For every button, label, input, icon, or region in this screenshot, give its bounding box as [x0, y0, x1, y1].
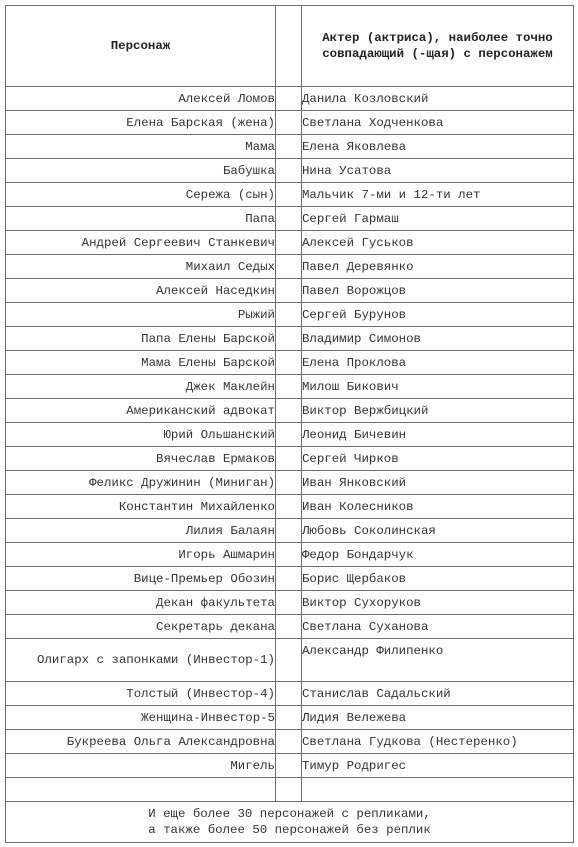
actor-name: Светлана Гудкова (Нестеренко) — [302, 730, 574, 754]
actor-name: Станислав Садальский — [302, 682, 574, 706]
character-name: Лилия Балаян — [6, 519, 276, 543]
table-row — [6, 754, 574, 778]
spacer-cell — [276, 730, 302, 754]
table-row — [6, 471, 574, 495]
character-name: Феликс Дружинин (Миниган) — [6, 471, 276, 495]
spacer-cell — [276, 279, 302, 303]
character-name: Бабушка — [6, 159, 276, 183]
actor-name: Тимур Родригес — [302, 754, 574, 778]
character-name: Михаил Седых — [6, 255, 276, 279]
actor-name: Светлана Ходченкова — [302, 111, 574, 135]
table-row — [6, 567, 574, 591]
character-name: Алексей Ломов — [6, 87, 276, 111]
spacer-cell — [276, 567, 302, 591]
character-name: Букреева Ольга Александровна — [6, 730, 276, 754]
actor-name: Елена Проклова — [302, 351, 574, 375]
character-name: Алексей Наседкин — [6, 279, 276, 303]
actor-name: Алексей Гуськов — [302, 231, 574, 255]
spacer-cell — [276, 591, 302, 615]
actor-name: Сергей Бурунов — [302, 303, 574, 327]
character-name: Американский адвокат — [6, 399, 276, 423]
spacer-cell — [276, 231, 302, 255]
table-row — [6, 255, 574, 279]
table-row — [6, 639, 574, 682]
table-row — [6, 495, 574, 519]
character-name: Андрей Сергеевич Станкевич — [6, 231, 276, 255]
table-row — [6, 207, 574, 231]
spacer-cell — [276, 639, 302, 682]
character-name: Сережа (сын) — [6, 183, 276, 207]
character-name: Декан факультета — [6, 591, 276, 615]
table-row — [6, 447, 574, 471]
actor-name: Светлана Суханова — [302, 615, 574, 639]
spacer-cell — [276, 135, 302, 159]
table-row — [6, 399, 574, 423]
table-row — [6, 87, 574, 111]
character-name: Мигель — [6, 754, 276, 778]
spacer-cell — [276, 471, 302, 495]
spacer-cell — [276, 111, 302, 135]
empty-row — [6, 778, 574, 802]
table-row — [6, 135, 574, 159]
character-name: Вице-Премьер Обозин — [6, 567, 276, 591]
character-name: Джек Маклейн — [6, 375, 276, 399]
actor-name: Сергей Чирков — [302, 447, 574, 471]
table-row — [6, 159, 574, 183]
actor-name: Виктор Сухоруков — [302, 591, 574, 615]
empty-cell — [276, 778, 302, 802]
spacer-cell — [276, 159, 302, 183]
spacer-cell — [276, 255, 302, 279]
table-row — [6, 423, 574, 447]
character-name: Толстый (Инвестор-4) — [6, 682, 276, 706]
footer-note — [6, 802, 574, 843]
spacer-cell — [276, 87, 302, 111]
actor-name: Сергей Гармаш — [302, 207, 574, 231]
actor-name: Виктор Вержбицкий — [302, 399, 574, 423]
header-spacer — [276, 6, 302, 87]
actor-name: Данила Козловский — [302, 87, 574, 111]
character-name: Олигарх с запонками (Инвестор-1) — [6, 639, 276, 682]
spacer-cell — [276, 519, 302, 543]
table-row — [6, 183, 574, 207]
table-row — [6, 351, 574, 375]
actor-name: Елена Яковлева — [302, 135, 574, 159]
spacer-cell — [276, 399, 302, 423]
actor-name: Лидия Вележева — [302, 706, 574, 730]
actor-name: Милош Бикович — [302, 375, 574, 399]
character-name: Мама — [6, 135, 276, 159]
actor-name: Любовь Соколинская — [302, 519, 574, 543]
table-row — [6, 682, 574, 706]
table-row — [6, 706, 574, 730]
actor-name: Павел Деревянко — [302, 255, 574, 279]
spacer-cell — [276, 754, 302, 778]
character-name: Игорь Ашмарин — [6, 543, 276, 567]
actor-name: Павел Ворожцов — [302, 279, 574, 303]
spacer-cell — [276, 447, 302, 471]
footer-row — [6, 802, 574, 843]
table-row — [6, 615, 574, 639]
character-name: Елена Барская (жена) — [6, 111, 276, 135]
header-row — [6, 6, 574, 87]
table-row — [6, 111, 574, 135]
spacer-cell — [276, 375, 302, 399]
header-actor: Актер (актриса), наиболее точно совпадающий (-щая) с персонажем — [302, 6, 574, 87]
cast-table — [5, 5, 574, 843]
character-name: Рыжий — [6, 303, 276, 327]
actor-name: Мальчик 7-ми и 12-ти лет — [302, 183, 574, 207]
spacer-cell — [276, 207, 302, 231]
character-name: Женщина-Инвестор-5 — [6, 706, 276, 730]
spacer-cell — [276, 682, 302, 706]
spacer-cell — [276, 183, 302, 207]
character-name: Секретарь декана — [6, 615, 276, 639]
spacer-cell — [276, 706, 302, 730]
header-character: Персонаж — [6, 6, 276, 87]
table-row — [6, 543, 574, 567]
actor-name: Владимир Симонов — [302, 327, 574, 351]
actor-name: Иван Янковский — [302, 471, 574, 495]
empty-cell — [302, 778, 574, 802]
spacer-cell — [276, 351, 302, 375]
empty-cell — [6, 778, 276, 802]
footer-line-1: И еще более 30 персонажей с репликами, — [148, 807, 431, 821]
table-row — [6, 327, 574, 351]
actor-name: Александр Филипенко — [302, 639, 574, 682]
actor-name: Иван Колесников — [302, 495, 574, 519]
character-name: Папа — [6, 207, 276, 231]
character-name: Папа Елены Барской — [6, 327, 276, 351]
spacer-cell — [276, 423, 302, 447]
character-name: Мама Елены Барской — [6, 351, 276, 375]
spacer-cell — [276, 327, 302, 351]
actor-name: Леонид Бичевин — [302, 423, 574, 447]
table-row — [6, 730, 574, 754]
actor-name: Нина Усатова — [302, 159, 574, 183]
actor-name: Федор Бондарчук — [302, 543, 574, 567]
spacer-cell — [276, 495, 302, 519]
table-row — [6, 375, 574, 399]
table-row — [6, 519, 574, 543]
table-row — [6, 591, 574, 615]
character-name: Константин Михайленко — [6, 495, 276, 519]
table-row — [6, 303, 574, 327]
character-name: Вячеслав Ермаков — [6, 447, 276, 471]
footer-line-2: а также более 50 персонажей без реплик — [148, 823, 431, 837]
character-name: Юрий Ольшанский — [6, 423, 276, 447]
actor-name: Борис Щербаков — [302, 567, 574, 591]
spacer-cell — [276, 303, 302, 327]
table-row — [6, 231, 574, 255]
spacer-cell — [276, 615, 302, 639]
spacer-cell — [276, 543, 302, 567]
table-row — [6, 279, 574, 303]
